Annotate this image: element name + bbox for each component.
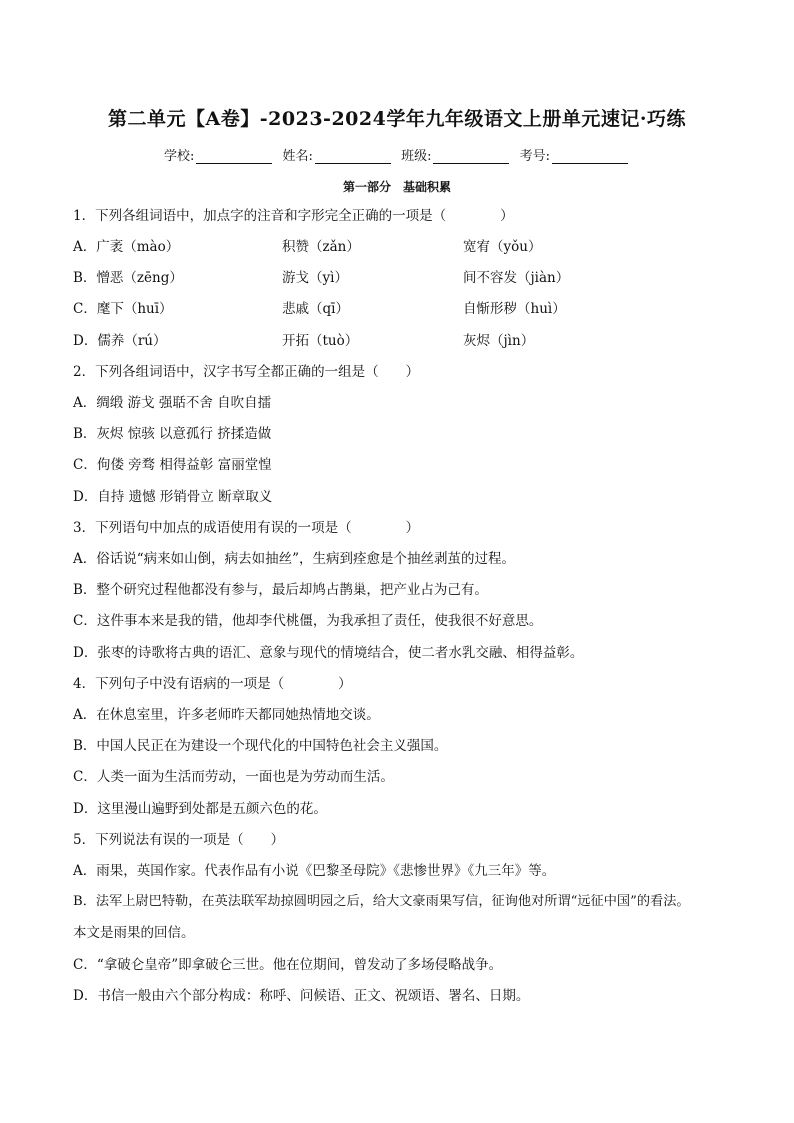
q2-option-a: A．绸缎 游戈 强聒不舍 自吹自擂 [73, 395, 272, 411]
question-5-stem: 5．下列说法有误的一项是（ ） [73, 832, 285, 848]
class-blank[interactable] [433, 149, 509, 164]
q5-option-a: A．雨果，英国作家。代表作品有小说《巴黎圣母院》《悲惨世界》《九三年》等。 [73, 863, 556, 879]
q4-option-a: A．在休息室里，许多老师昨天都同她热情地交谈。 [73, 707, 380, 723]
q1-option-b-1: B．憎恶（zēng） [73, 270, 183, 286]
school-blank[interactable] [196, 149, 272, 164]
q4-option-b: B．中国人民正在为建设一个现代化的中国特色社会主义强国。 [73, 738, 448, 754]
question-2-stem: 2．下列各组词语中，汉字书写全都正确的一组是（ ） [73, 364, 420, 380]
student-info-line [0, 145, 794, 164]
exam-number-blank[interactable] [552, 149, 628, 164]
q1-option-d-1: D．儒养（rú） [73, 333, 167, 349]
q3-option-b: B．整个研究过程他都没有参与，最后却鸠占鹊巢，把产业占为己有。 [73, 582, 488, 598]
q1-option-a-1: A．广袤（mào） [73, 239, 180, 255]
q1-option-d-3: 灰烬（jìn） [463, 333, 535, 349]
q1-option-a-2: 积赞（zǎn） [282, 239, 360, 255]
q3-option-c: C．这件事本来是我的错，他却李代桃僵，为我承担了责任，使我很不好意思。 [73, 613, 543, 629]
q4-option-c: C．人类一面为生活而劳动，一面也是为劳动而生活。 [73, 769, 394, 785]
q2-option-d: D．自持 遗憾 形销骨立 断章取义 [73, 489, 273, 505]
question-1-stem: 1．下列各组词语中，加点字的注音和字形完全正确的一项是（ ） [73, 208, 514, 224]
q1-option-b-3: 间不容发（jiàn） [463, 270, 570, 286]
q1-option-c-2: 悲戚（qī） [282, 301, 349, 317]
school-label: 学校: [164, 149, 195, 164]
question-3-stem: 3．下列语句中加点的成语使用有误的一项是（ ） [73, 520, 420, 536]
q3-option-a: A．俗话说“病来如山倒，病去如抽丝”，生病到痊愈是个抽丝剥茧的过程。 [73, 551, 516, 567]
q1-option-a-3: 宽宥（yǒu） [463, 239, 542, 255]
q1-option-d-2: 开拓（tuò） [282, 333, 359, 349]
page-title: 第二单元【A卷】-2023-2024学年九年级语文上册单元速记·巧练 [108, 108, 686, 130]
q5-option-d: D．书信一般由六个部分构成：称呼、问候语、正文、祝颂语、署名、日期。 [73, 988, 530, 1004]
exam-number-label: 考号: [519, 149, 550, 164]
q3-option-d: D．张枣的诗歌将古典的语汇、意象与现代的情境结合，使二者水乳交融、相得益彰。 [73, 645, 584, 661]
q4-option-d: D．这里漫山遍野到处都是五颜六色的花。 [73, 801, 327, 817]
q1-option-c-1: C．麾下（huī） [73, 301, 173, 317]
section-heading: 第一部分 基础积累 [342, 180, 451, 194]
q5-option-b-continued: 本文是雨果的回信。 [73, 925, 195, 941]
q2-option-c: C．佝偻 旁骛 相得益彰 富丽堂惶 [73, 457, 272, 473]
name-label: 姓名: [282, 149, 313, 164]
q5-option-c: C．“拿破仑皇帝”即拿破仑三世。他在位期间，曾发动了多场侵略战争。 [73, 957, 503, 973]
class-label: 班级: [401, 149, 432, 164]
q1-option-b-2: 游戈（yì） [282, 270, 348, 286]
q1-option-c-3: 自惭形秽（huì） [463, 301, 566, 317]
name-blank[interactable] [315, 149, 391, 164]
q5-option-b: B．法军上尉巴特勒，在英法联军劫掠圆明园之后，给大文豪雨果写信，征询他对所谓“远征中国”的看法。 [73, 894, 690, 909]
q2-option-b: B．灰烬 惊骇 以意孤行 挤揉造做 [73, 426, 272, 442]
question-4-stem: 4．下列句子中没有语病的一项是（ ） [73, 676, 352, 692]
